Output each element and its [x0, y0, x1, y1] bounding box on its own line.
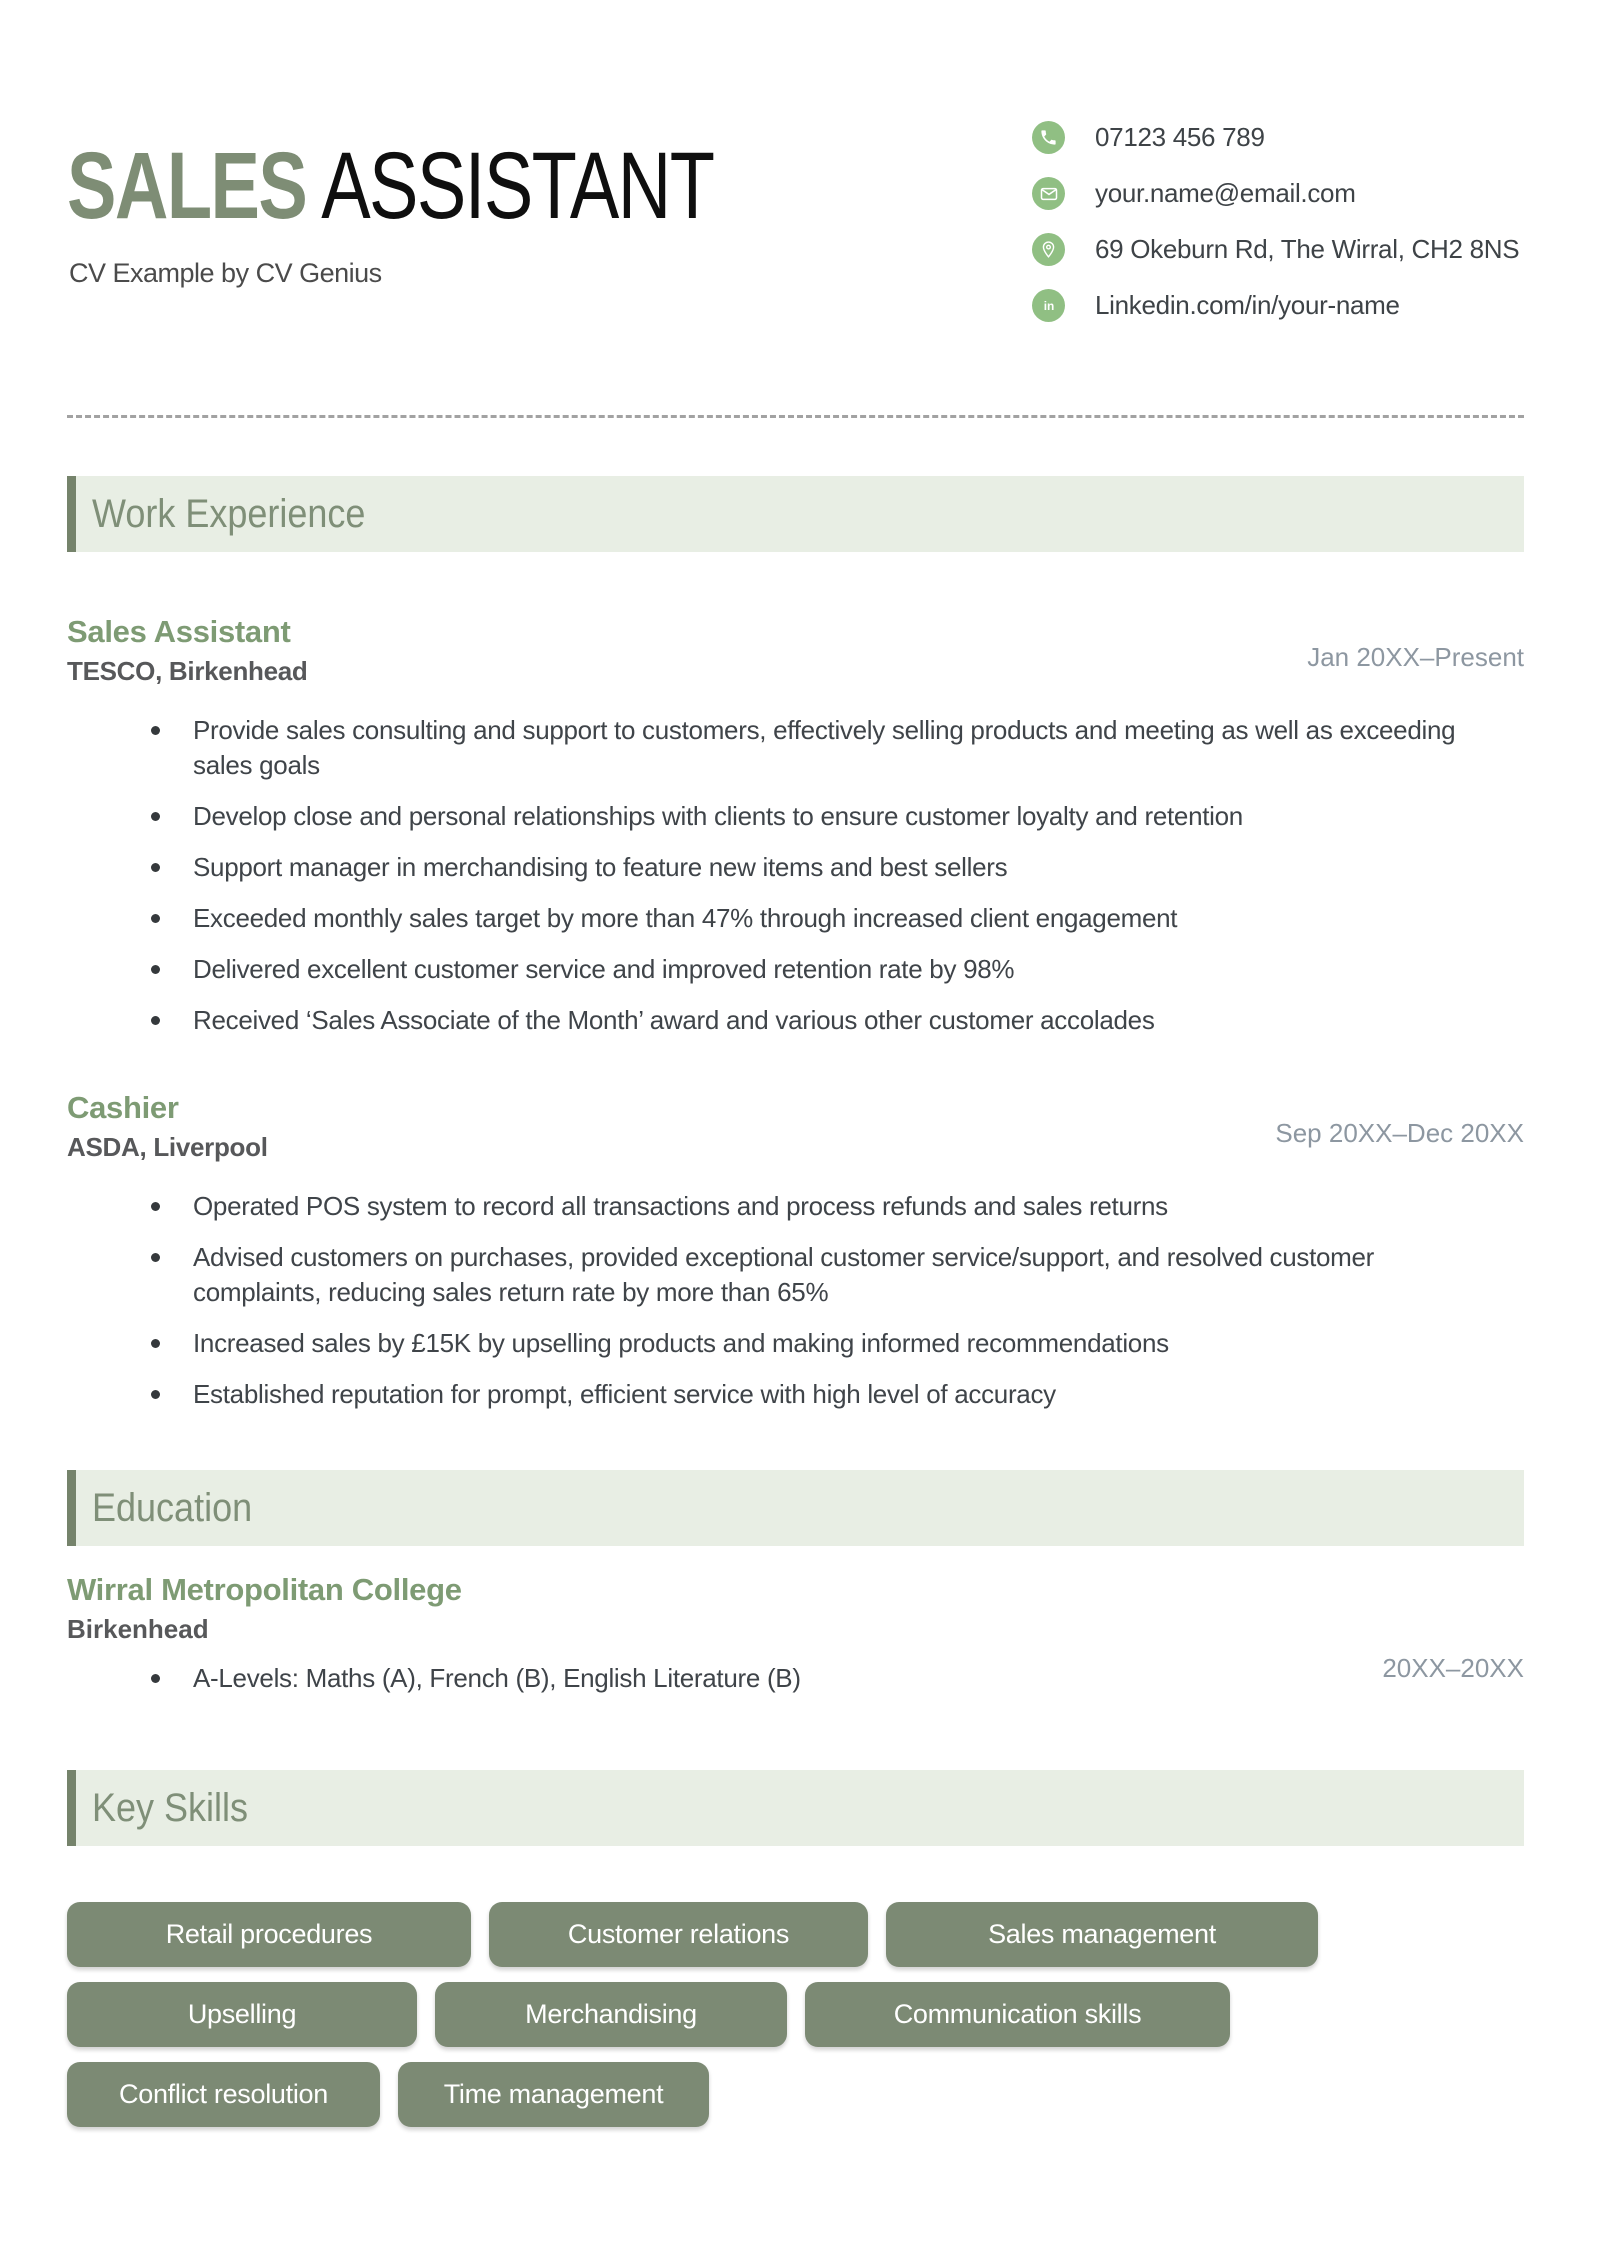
job-company: TESCO, Birkenhead [67, 656, 308, 686]
skill-chip: Customer relations [489, 1902, 868, 1967]
skill-chip: Communication skills [805, 1982, 1230, 2047]
contact-item-address [1032, 233, 1520, 266]
contact-list [1032, 121, 1520, 345]
skill-chip: Sales management [886, 1902, 1318, 1967]
section-header-education [67, 1470, 1524, 1546]
education-bullet: A-Levels: Maths (A), French (B), English Literature (B) [67, 1661, 1382, 1696]
skill-chip-list [67, 1902, 1524, 2127]
skill-chip: Retail procedures [67, 1902, 471, 1967]
job-title: Cashier [67, 1090, 179, 1125]
education-school: Wirral Metropolitan College [67, 1572, 462, 1607]
skill-chip: Conflict resolution [67, 2062, 380, 2127]
section-header-work [67, 476, 1524, 552]
header [67, 0, 1524, 345]
job-bullet: Provide sales consulting and support to customers, effectively selling products and meeting as well as exceeding sales goals [67, 713, 1487, 783]
job-bullet: Delivered excellent customer service and improved retention rate by 98% [67, 952, 1487, 987]
job-entry-1 [67, 614, 1524, 1038]
job-bullet: Support manager in merchandising to feature new items and best sellers [67, 850, 1487, 885]
job-bullet: Advised customers on purchases, provided exceptional customer service/support, and resolved customer complaints, reducing sales return rate by more than 65% [67, 1240, 1487, 1310]
job-dates: Sep 20XX–Dec 20XX [1275, 1118, 1524, 1148]
section-header-skills [67, 1770, 1524, 1846]
job-bullet: Received ‘Sales Associate of the Month’ award and various other customer accolades [67, 1003, 1487, 1038]
job-dates: Jan 20XX–Present [1307, 642, 1524, 672]
education-dates: 20XX–20XX [1382, 1653, 1524, 1683]
job-bullet: Exceeded monthly sales target by more than 47% through increased client engagement [67, 901, 1487, 936]
dashed-divider [67, 415, 1524, 418]
contact-item-phone [1032, 121, 1512, 154]
title-primary: SALES [67, 133, 307, 239]
section-title-skills: Key Skills [92, 1785, 249, 1830]
page-subtitle: CV Example by CV Genius [69, 258, 382, 288]
header-left [67, 0, 896, 345]
job-bullet-list [67, 1189, 1524, 1412]
contact-linkedin-text: Linkedin.com/in/your-name [1095, 290, 1400, 320]
job-company: ASDA, Liverpool [67, 1132, 268, 1162]
job-bullet: Increased sales by £15K by upselling products and making informed recommendations [67, 1326, 1487, 1361]
job-head [67, 1090, 1524, 1163]
skill-chip: Upselling [67, 1982, 417, 2047]
job-bullet: Established reputation for prompt, efficient service with high level of accuracy [67, 1377, 1487, 1412]
section-title-education: Education [92, 1485, 253, 1530]
job-title: Sales Assistant [67, 614, 291, 649]
phone-icon [1032, 121, 1065, 154]
job-bullet-list [67, 713, 1524, 1038]
contact-phone-text: 07123 456 789 [1095, 122, 1265, 152]
page-title [67, 133, 714, 239]
education-entry [67, 1572, 1524, 1712]
education-location: Birkenhead [67, 1614, 209, 1644]
linkedin-icon [1032, 289, 1065, 322]
job-entry-2 [67, 1090, 1524, 1412]
skill-chip: Merchandising [435, 1982, 787, 2047]
email-icon [1032, 177, 1065, 210]
contact-address-text: 69 Okeburn Rd, The Wirral, CH2 8NS [1095, 234, 1520, 264]
education-row [67, 1647, 1524, 1712]
title-secondary: ASSISTANT [321, 133, 714, 239]
section-key-skills [67, 1770, 1524, 2127]
location-icon [1032, 233, 1065, 266]
contact-item-email [1032, 177, 1512, 210]
section-title-work: Work Experience [92, 491, 366, 536]
contact-item-linkedin [1032, 289, 1512, 322]
svg-text:in: in [1043, 298, 1054, 313]
job-bullet: Develop close and personal relationships with clients to ensure customer loyalty and retention [67, 799, 1487, 834]
contact-email-text: your.name@email.com [1095, 178, 1356, 208]
job-bullet: Operated POS system to record all transactions and process refunds and sales returns [67, 1189, 1487, 1224]
education-bullet-list [67, 1661, 1382, 1712]
skill-chip: Time management [398, 2062, 709, 2127]
section-work-experience [67, 476, 1524, 1412]
job-head [67, 614, 1524, 687]
section-education [67, 1470, 1524, 1712]
